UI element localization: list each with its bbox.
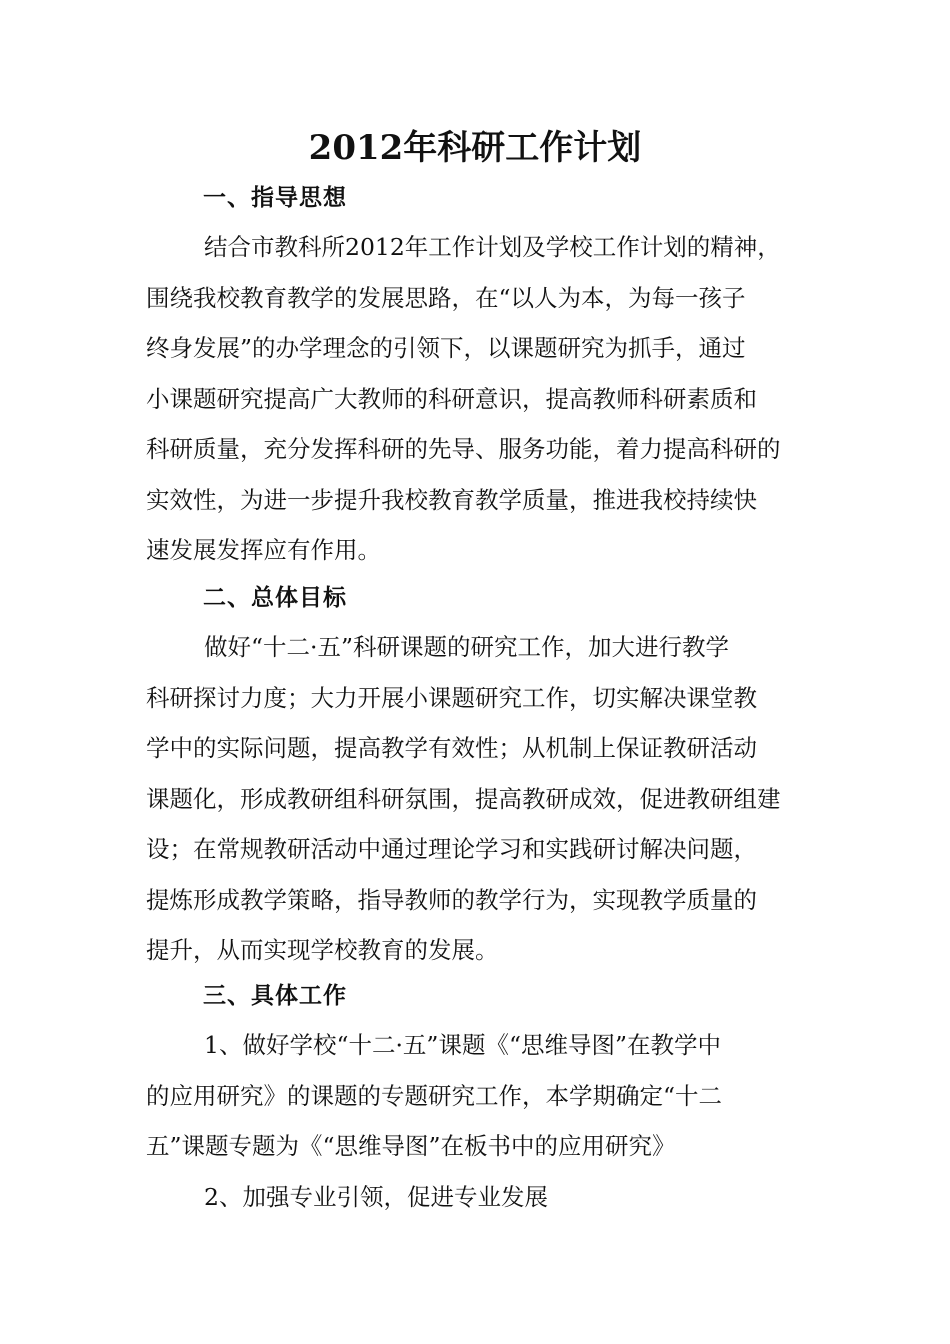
paragraph-line: 学中的实际问题，提高教学有效性；从机制上保证教研活动	[146, 734, 757, 762]
section-heading-overall-goals: 二、总体目标	[203, 585, 347, 611]
paragraph-line: 提炼形成教学策略，指导教师的教学行为，实现教学质量的	[146, 885, 757, 914]
section-paragraph-guiding-ideology	[146, 222, 810, 576]
paragraph-line: 速发展发挥应有作用。	[146, 536, 381, 564]
paragraph-line: 提升，从而实现学校教育的发展。	[146, 936, 499, 964]
paragraph-line: 2、加强专业引领，促进专业发展	[204, 1183, 548, 1211]
paragraph-line: 五”课题专题为《“思维导图”在板书中的应用研究》	[146, 1132, 676, 1160]
section-paragraph-specific-work	[146, 1020, 810, 1172]
paragraph-line: 做好“十二·五”科研课题的研究工作，加大进行教学	[204, 633, 729, 661]
paragraph-line: 1、做好学校“十二·五”课题《“思维导图”在教学中	[204, 1031, 721, 1059]
paragraph-line: 科研探讨力度；大力开展小课题研究工作，切实解决课堂教	[146, 683, 757, 712]
section-heading-guiding-ideology: 一、指导思想	[203, 185, 347, 211]
paragraph-line: 科研质量，充分发挥科研的先导、服务功能，着力提高科研的	[146, 435, 781, 463]
section-heading-specific-work: 三、具体工作	[203, 983, 347, 1009]
paragraph-line: 设；在常规教研活动中通过理论学习和实践研讨解决问题，	[146, 835, 757, 863]
section-paragraph-overall-goals	[146, 622, 810, 976]
paragraph-line: 小课题研究提高广大教师的科研意识，提高教师科研素质和	[146, 384, 757, 413]
page-title: 2012年科研工作计划	[308, 128, 642, 168]
paragraph-line: 终身发展”的办学理念的引领下，以课题研究为抓手，通过	[146, 334, 746, 362]
section-paragraph-specific-work-item-2	[146, 1172, 810, 1223]
paragraph-line: 围绕我校教育教学的发展思路，在“以人为本，为每一孩子	[146, 283, 746, 312]
paragraph-line: 的应用研究》的课题的专题研究工作，本学期确定“十二	[146, 1081, 723, 1110]
paragraph-line: 实效性，为进一步提升我校教育教学质量，推进我校持续快	[146, 485, 757, 514]
paragraph-line: 结合市教科所2012年工作计划及学校工作计划的精神，	[204, 233, 781, 261]
paragraph-line: 课题化，形成教研组科研氛围，提高教研成效，促进教研组建	[146, 784, 781, 813]
